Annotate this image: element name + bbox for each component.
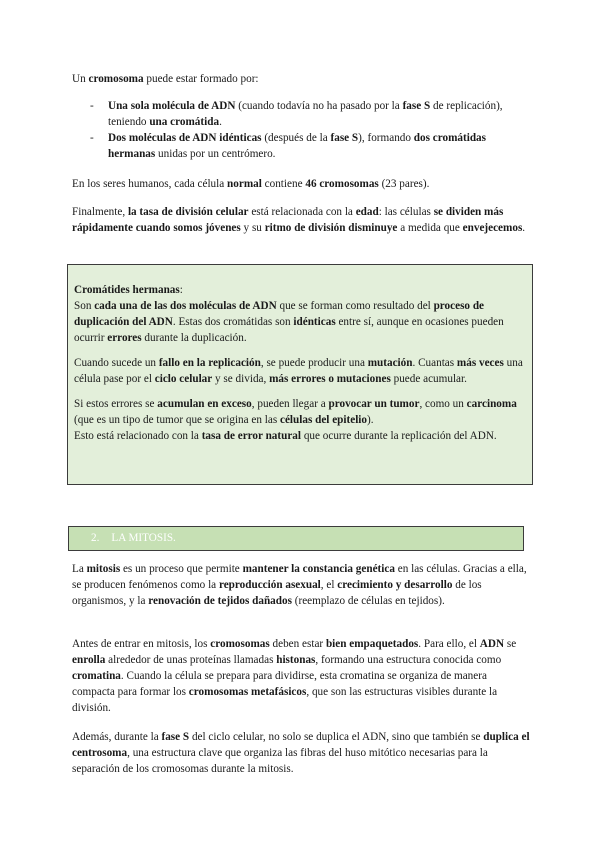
bold-term: una cromátida [149, 116, 220, 128]
callout-paragraph-definition: Son cada una de las dos moléculas de ADN que se forman como resultado del proceso de duplicación del ADN. Estas dos cromátidas son idénticas entre sí, aunque en ocasiones pueden ocurrir errores durante la duplicación. [74, 300, 504, 344]
section-title: LA MITOSIS. [111, 532, 176, 544]
bold-term: fallo en la replicación [158, 357, 261, 369]
list-item-text: Una sola molécula de ADN (cuando todavía no ha pasado por la fase S de replicación), teniendo una cromátida. [108, 100, 503, 128]
bold-term: duplica el centrosoma [72, 731, 530, 759]
bold-term: mitosis [86, 563, 121, 575]
bold-term: fase S [161, 731, 190, 743]
bold-term: reproducción asexual [218, 579, 321, 591]
bold-term: cromosomas [210, 638, 270, 650]
bold-term: crecimiento y desarrollo [337, 579, 453, 591]
bold-term: edad [355, 206, 379, 218]
division-rate-paragraph: Finalmente, la tasa de división celular está relacionada con la edad: las células se dividen más rápidamente cuando somos jóvenes y su ritmo de división disminuye a medida que envejecemos. [72, 206, 526, 234]
bold-term: provocar un tumor [328, 398, 420, 410]
bold-term: Cromátides hermanas [74, 284, 180, 296]
bold-term: dos cromátidas hermanas [108, 132, 487, 160]
centrosome-paragraph: Además, durante la fase S del ciclo celular, no solo se duplica el ADN, sino que también se duplica el centrosoma, una estructura clave que organiza las fibras del huso mitótico necesarias para la separación de los cromosomas durante la mitosis. [72, 731, 530, 775]
callout-paragraph-mutation: Cuando sucede un fallo en la replicación, se puede producir una mutación. Cuantas más veces una célula pase por el ciclo celular y se divida, más errores o mutaciones puede acumular. [74, 357, 523, 385]
bold-term: ritmo de división disminuye [264, 222, 398, 234]
list-item-text: Dos moléculas de ADN idénticas (después de la fase S), formando dos cromátidas hermanas unidas por un centrómero. [108, 132, 487, 160]
callout-paragraph-error-rate: Esto está relacionado con la tasa de error natural que ocurre durante la replicación del ADN. [74, 430, 497, 442]
dash-bullet: - [90, 132, 94, 144]
bold-term: más veces [456, 357, 504, 369]
bold-term: cromosomas metafásicos [188, 686, 307, 698]
bold-term: fase S [402, 100, 431, 112]
bold-term: células del epitelio [280, 414, 368, 426]
bold-term: Dos moléculas de ADN idénticas [108, 132, 262, 144]
mitosis-intro-paragraph: La mitosis es un proceso que permite mantener la constancia genética en las células. Gracias a ella, se producen fenómenos como la reproducción asexual, el crecimiento y desarrollo de los organismos, y la renovación de tejidos dañados (reemplazo de células en tejidos). [72, 563, 527, 607]
bold-term: bien empaquetados [325, 638, 419, 650]
bold-term: envejecemos [462, 222, 523, 234]
section-number: 2. [91, 532, 100, 544]
bold-term: cada una de las dos moléculas de ADN [94, 300, 277, 312]
bold-term: más errores o mutaciones [269, 373, 391, 385]
humans-paragraph: En los seres humanos, cada célula normal contiene 46 cromosomas (23 pares). [72, 178, 430, 190]
bold-term: tasa de error natural [201, 430, 302, 442]
bold-term: normal [227, 178, 262, 190]
bold-term: acumulan en exceso [157, 398, 252, 410]
bold-term: histonas [276, 654, 316, 666]
chromosome-forms-list [72, 98, 530, 162]
bold-term: renovación de tejidos dañados [148, 595, 292, 607]
bold-term: se dividen más rápidamente cuando somos jóvenes [72, 206, 504, 234]
bold-term: enrolla [72, 654, 106, 666]
bold-term: cromosoma [88, 73, 144, 85]
bold-term: la tasa de división celular [127, 206, 249, 218]
bold-term: Una sola molécula de ADN [108, 100, 236, 112]
bold-term: cromatina [72, 670, 121, 682]
bold-term: proceso de duplicación del ADN [74, 300, 485, 328]
bold-term: ADN [479, 638, 505, 650]
bold-term: mutación [367, 357, 413, 369]
bold-term: fase S [330, 132, 359, 144]
dash-bullet: - [90, 100, 94, 112]
bold-term: ciclo celular [154, 373, 213, 385]
bold-term: carcinoma [466, 398, 517, 410]
bold-term: 46 cromosomas [305, 178, 379, 190]
section-heading-mitosis [68, 526, 524, 551]
bold-term: mantener la constancia genética [242, 563, 395, 575]
bold-term: idénticas [293, 316, 336, 328]
list-item [72, 98, 530, 130]
intro-line: Un cromosoma puede estar formado por: [72, 73, 259, 85]
list-item [72, 130, 530, 162]
bold-term: errores [107, 332, 142, 344]
sister-chromatids-callout [67, 264, 533, 485]
callout-paragraph-tumor: Si estos errores se acumulan en exceso, pueden llegar a provocar un tumor, como un carcinoma (que es un tipo de tumor que se origina en las células del epitelio). [74, 398, 517, 426]
chromatin-paragraph: Antes de entrar en mitosis, los cromosomas deben estar bien empaquetados. Para ello, el ADN se enrolla alrededor de unas proteínas llamadas histonas, formando una estructura conocida como cromatina. Cuando la célula se prepara para dividirse, esta cromatina se organiza de manera compacta para formar los cromosomas metafásicos, que son las estructuras visibles durante la división. [72, 638, 517, 714]
callout-title: Cromátides hermanas: [74, 284, 183, 296]
